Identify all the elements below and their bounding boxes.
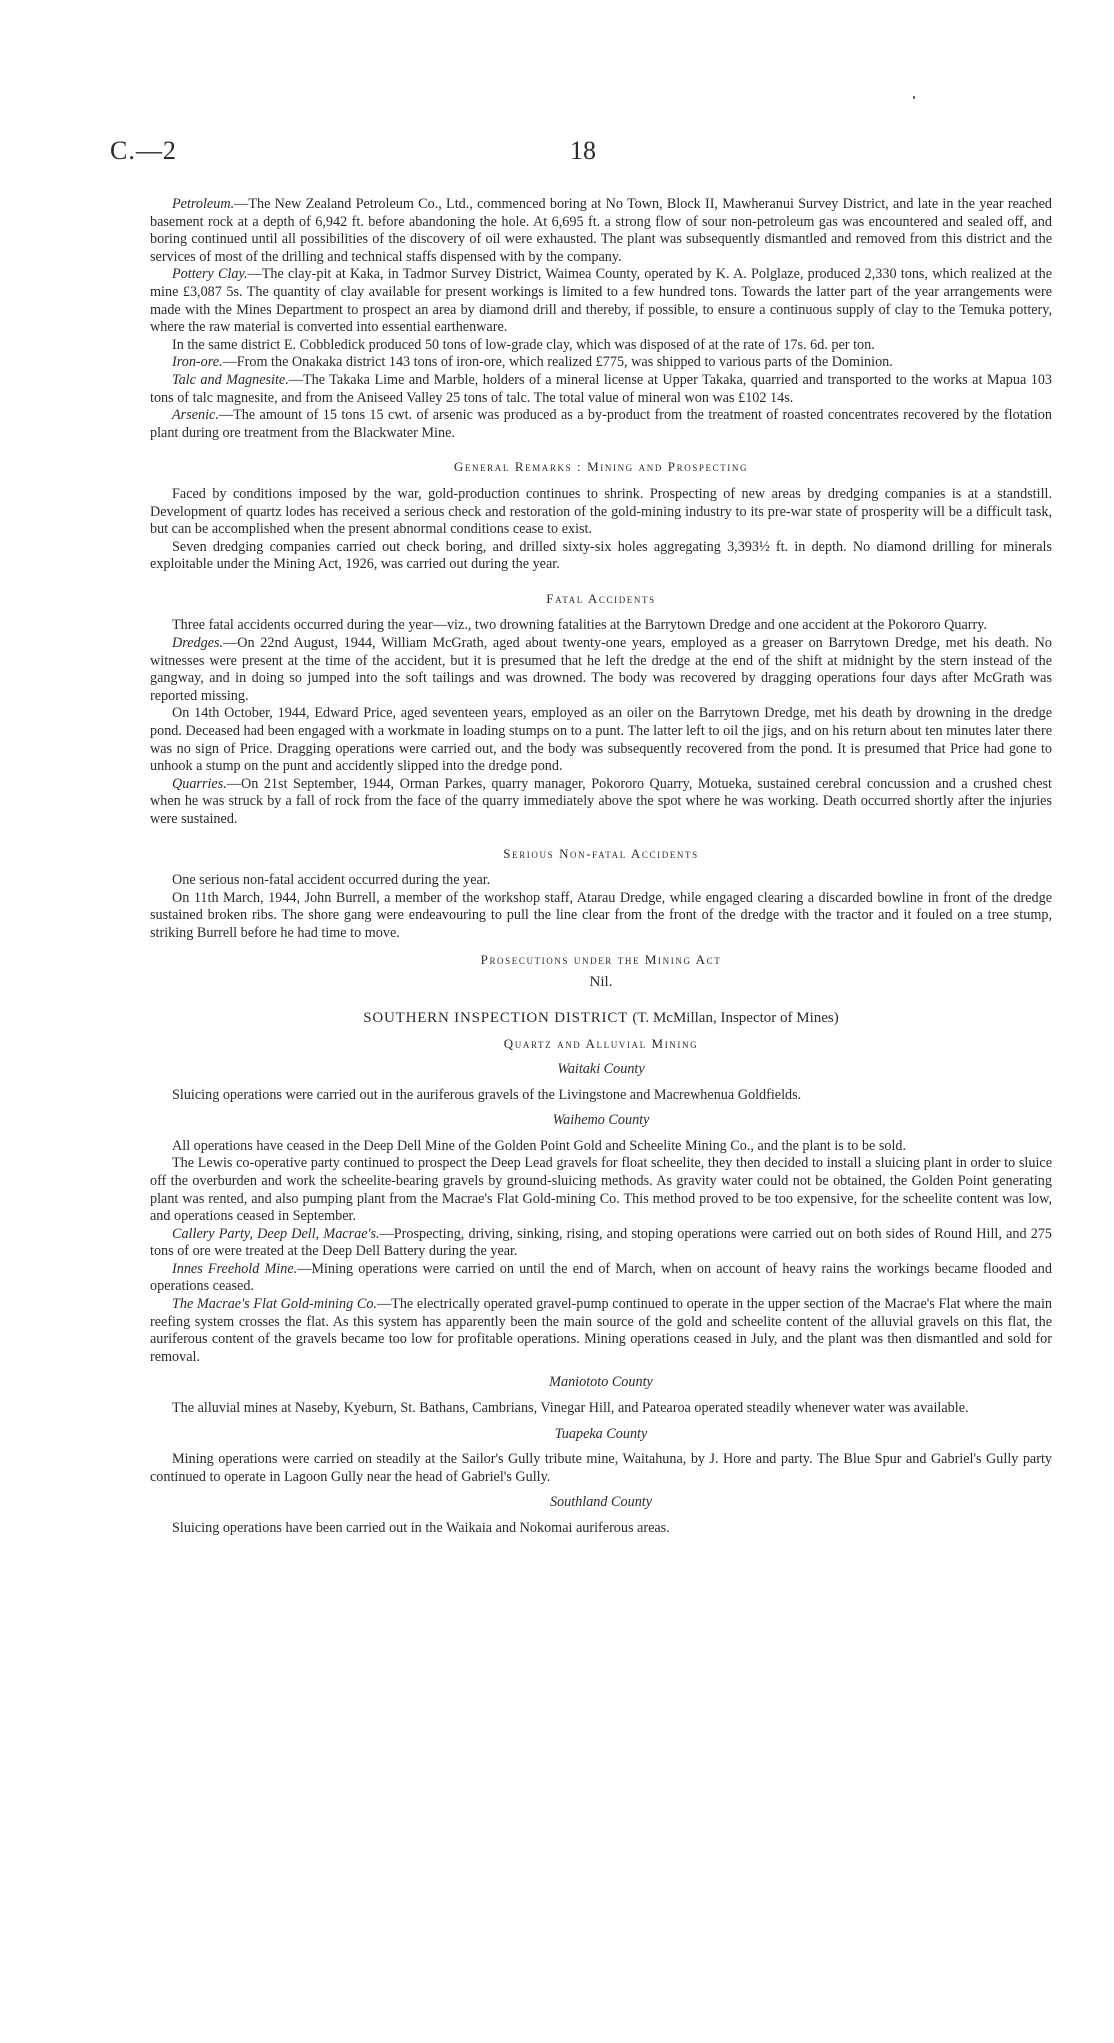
paragraph-maniototo: The alluvial mines at Naseby, Kyeburn, St. Bathans, Cambrians, Vinegar Hill, and Patearoa operated steadily whenever water was available.: [172, 1400, 969, 1417]
heading-prosecutions: Prosecutions under the Mining Act: [480, 951, 722, 967]
paragraph-innes: Innes Freehold Mine.—Mining operations were carried on until the end of March, when on account of heavy rains the workings became flooded and operations ceased.: [150, 1260, 1052, 1295]
paragraph-waitaki: Sluicing operations were carried out in the auriferous gravels of the Livingstone and Macrewhenua Goldfields.: [172, 1086, 802, 1103]
paragraph-dredges: Dredges.—On 22nd August, 1944, William McGrath, aged about twenty-one years, employed as a greaser on Barrytown Dredge, met his death. No witnesses were present at the time of the accident, but it is presumed that he left the dredge at the end of the shift at midnight by the stern instead of the gangway, and in doing so jumped into the soft tailings and was drowned. The body was recovered by dragging operations four days after McGrath was reported missing.: [150, 635, 1052, 704]
heading-fatal-accidents: Fatal Accidents: [546, 590, 656, 606]
paragraph-general-1: Faced by conditions imposed by the war, gold-production continues to shrink. Prospecting of new areas by dredging companies is at a standstill. Development of quartz lodes has received a serious check and restoration of the gold-mining industry to its pre-war state of prosperity will be a difficult task, but can be accomplished when the present abnormal conditions cease to exist.: [150, 485, 1052, 538]
heading-waihemo-county: Waihemo County: [552, 1112, 650, 1129]
paragraph-iron-ore: Iron-ore.—From the Onakaka district 143 tons of iron-ore, which realized £775, was shipped to various parts of the Dominion.: [172, 354, 893, 371]
heading-maniototo-county: Maniototo County: [549, 1374, 653, 1391]
page-body: [150, 196, 1052, 1538]
scan-mark: [913, 96, 915, 99]
heading-waitaki-county: Waitaki County: [557, 1060, 645, 1077]
heading-southern-district: SOUTHERN INSPECTION DISTRICT (T. McMillan, Inspector of Mines): [363, 1009, 839, 1026]
paragraph-talc: Talc and Magnesite.—The Takaka Lime and Marble, holders of a mineral license at Upper Takaka, quarried and transported to the works at Mapua 103 tons of talc magnesite, and from the Aniseed Valley 25 tons of talc. The total value of mineral won was £102 14s.: [150, 371, 1053, 406]
paragraph-general-2: Seven dredging companies carried out check boring, and drilled sixty-six holes aggregating 3,393½ ft. in depth. No diamond drilling for minerals exploitable under the Mining Act, 1926, was carried out during the year.: [150, 538, 1052, 573]
paragraph-fatal-1: Three fatal accidents occurred during the year—viz., two drowning fatalities at the Barrytown Dredge and one accident at the Pokororo Quarry.: [172, 617, 987, 634]
paragraph-arsenic: Arsenic.—The amount of 15 tons 15 cwt. of arsenic was produced as a by-product from the treatment of roasted concentrates recovered by the flotation plant during ore treatment from the Blackwater Mine.: [150, 407, 1052, 441]
paragraph-serious-1: One serious non-fatal accident occurred during the year.: [172, 872, 491, 889]
paragraph-petroleum: Petroleum.—The New Zealand Petroleum Co., Ltd., commenced boring at No Town, Block II, Mawheranui Survey District, and late in the year reached basement rock at a depth of 6,942 ft. before abandoning the hole. At 6,695 ft. a strong flow of sour non-petroleum gas was encountered and sealed off, and boring continued until all possibilities of the discovery of oil were exhausted. The plant was subsequently dismantled and removed from this district and the services of most of the drilling and technical staffs dispensed with by the company.: [150, 196, 1052, 265]
paragraph-southland: Sluicing operations have been carried out in the Waikaia and Nokomai auriferous areas.: [172, 1520, 670, 1536]
report-code: C.—2: [110, 136, 177, 165]
paragraph-tuapeka: Mining operations were carried on steadily at the Sailor's Gully tribute mine, Waitahuna, by J. Hore and party. The Blue Spur and Gabriel's Gully party continued to operate in Lagoon Gully near the head of Gabriel's Gully.: [150, 1451, 1052, 1485]
heading-tuapeka-county: Tuapeka County: [554, 1425, 648, 1442]
paragraph-macraes: The Macrae's Flat Gold-mining Co.—The electrically operated gravel-pump continued to operate in the upper section of the Macrae's Flat where the main reefing system crosses the flat. As this system has apparently been the main source of the gold and scheelite content of the alluvial gravels on this flat, the auriferous content of the gravels became too low for profitable operations. Mining operations ceased in July, and the plant was then dismantled and sold for removal.: [150, 1296, 1052, 1365]
paragraph-lewis: The Lewis co-operative party continued to prospect the Deep Lead gravels for float scheelite, they then decided to install a sluicing plant in order to sluice off the overburden and work the scheelite-bearing gravels by ground-sluicing methods. As gravity water could not be obtained, the Golden Point generating plant was rented, and also pumping plant from the Macrae's Flat Gold-mining Co. This method proved to be too expensive, for the scheelite content was low, and operations ceased in September.: [150, 1155, 1052, 1225]
heading-quartz-alluvial: Quartz and Alluvial Mining: [503, 1036, 699, 1052]
heading-general-remarks: General Remarks : Mining and Prospecting: [453, 459, 749, 475]
heading-southland-county: Southland County: [549, 1494, 653, 1511]
paragraph-price: On 14th October, 1944, Edward Price, aged seventeen years, employed as an oiler on the Barrytown Dredge, met his death by drowning in the dredge pond. Deceased had been engaged with a workmate in loading stumps on to a punt. The latter left to oil the jigs, and on his return about ten minutes later there was no sign of Price. Dragging operations were carried out, and the body was subsequently recovered from the pond. It is presumed that Price had gone to unhook a stump on the punt and accidently slipped into the dredge pond.: [150, 705, 1052, 775]
page-number: 18: [570, 136, 596, 165]
prosecutions-nil: Nil.: [589, 974, 613, 991]
page-header: [110, 136, 1050, 176]
paragraph-callery: Callery Party, Deep Dell, Macrae's.—Prospecting, driving, sinking, rising, and stoping operations were carried out on both sides of Round Hill, and 275 tons of ore were treated at the Deep Dell Battery during the year.: [150, 1225, 1052, 1260]
paragraph-quarries: Quarries.—On 21st September, 1944, Orman Parkes, quarry manager, Pokororo Quarry, Motueka, sustained cerebral concussion and a crushed chest when he was struck by a fall of rock from the face of the quarry immediately above the spot where he was working. Death occurred shortly after the injuries were sustained.: [150, 775, 1052, 827]
heading-serious-accidents: Serious Non-fatal Accidents: [503, 845, 699, 861]
paragraph-waihemo: All operations have ceased in the Deep Dell Mine of the Golden Point Gold and Scheelite Mining Co., and the plant is to be sold.: [172, 1137, 907, 1154]
paragraph-cobbledick: In the same district E. Cobbledick produced 50 tons of low-grade clay, which was disposed of at the rate of 17s. 6d. per ton.: [172, 336, 875, 353]
paragraph-pottery-clay: Pottery Clay.—The clay-pit at Kaka, in Tadmor Survey District, Waimea County, operated by K. A. Polglaze, produced 2,330 tons, which realized at the mine £3,087 5s. The quantity of clay available for present workings is limited to a few hundred tons. Towards the latter part of the year arrangements were made with the Mines Department to prospect an area by diamond drill and thereby, if possible, to ensure a continuous supply of clay to the Temuka pottery, where the raw material is converted into essential earthenware.: [150, 266, 1052, 336]
paragraph-serious-2: On 11th March, 1944, John Burrell, a member of the workshop staff, Atarau Dredge, while engaged clearing a discarded bowline in front of the dredge sustained broken ribs. The shore gang were endeavouring to pull the line clear from the front of the dredge with the tractor and it fouled on a tree stump, striking Burrell before he had time to move.: [150, 889, 1052, 941]
